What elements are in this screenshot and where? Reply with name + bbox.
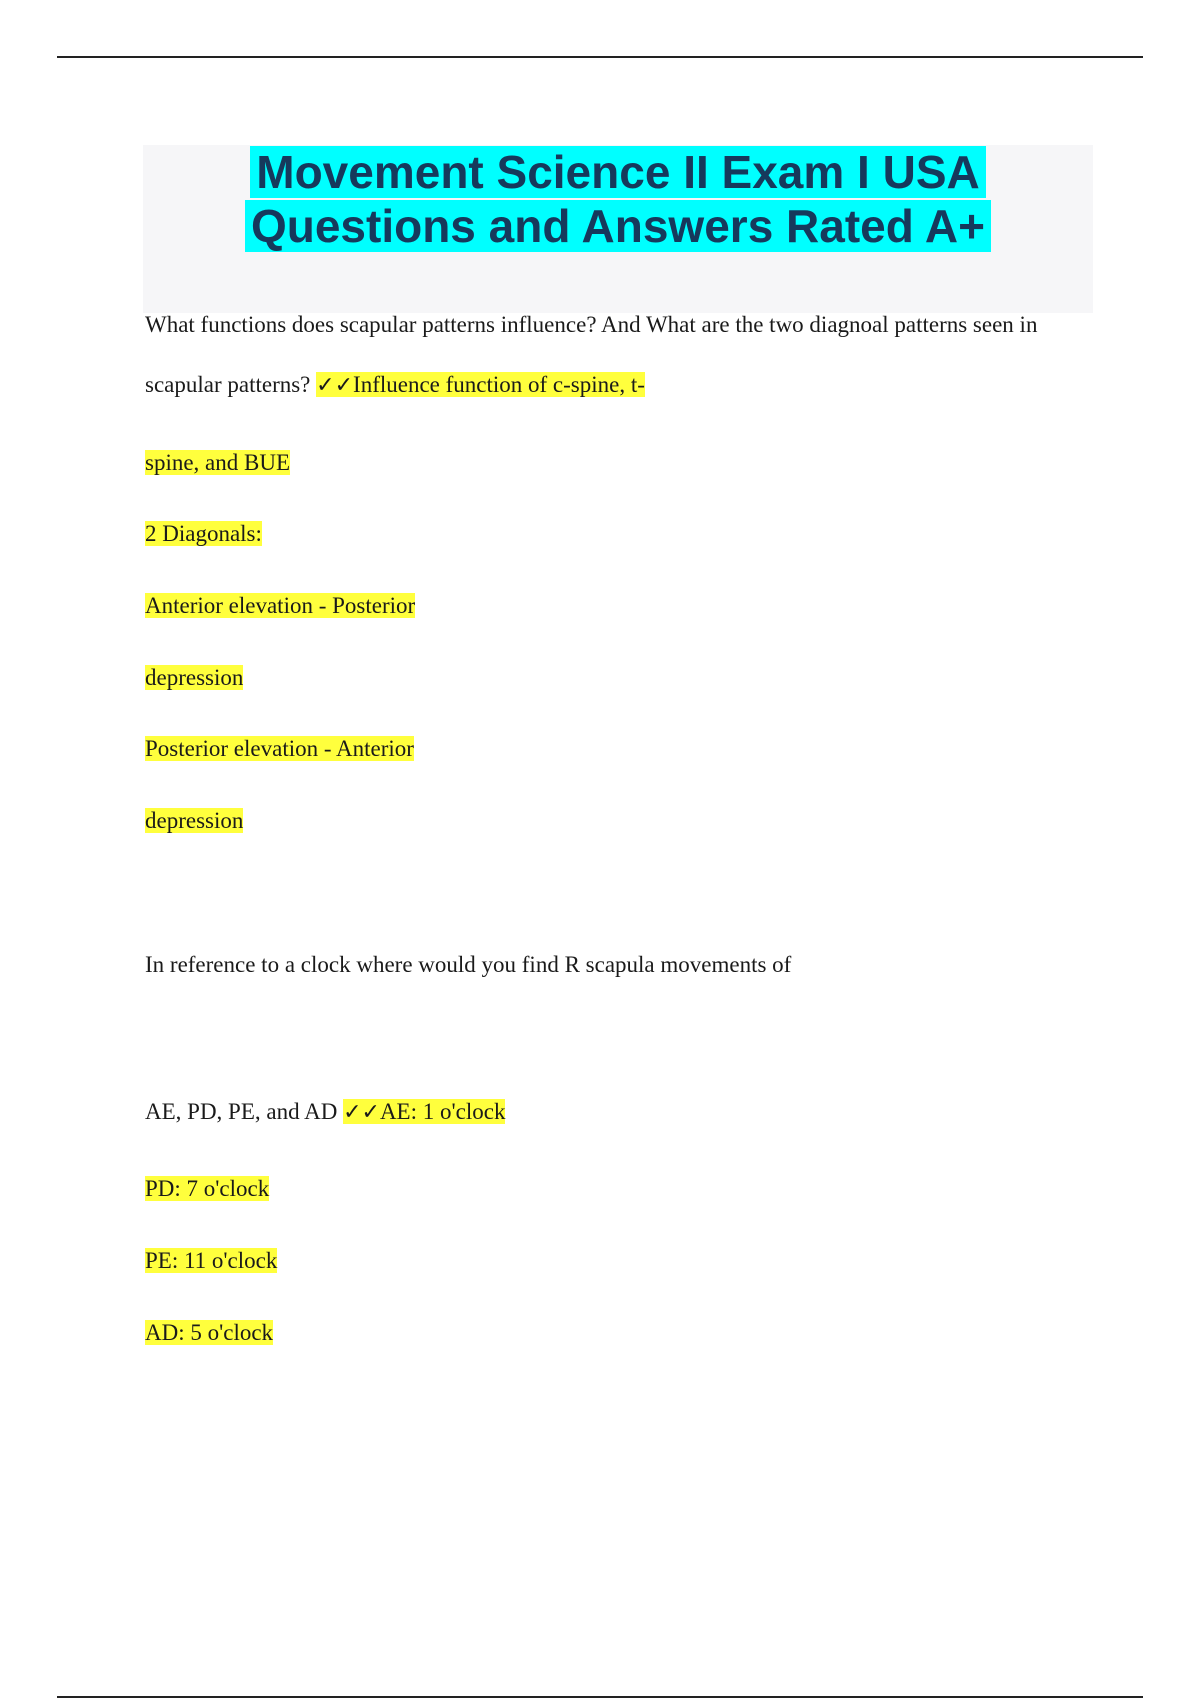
double-check-icon: ✓✓ <box>316 373 354 398</box>
double-check-icon: ✓✓ <box>343 1100 380 1125</box>
q2-answer-line: AD: 5 o'clock <box>145 1320 274 1345</box>
document-title-line-1: Movement Science II Exam I USA <box>143 145 1093 199</box>
header-rule <box>57 56 1143 58</box>
q1-answer-line: Influence function of c-spine, t- <box>353 372 645 397</box>
title-block <box>143 145 1093 313</box>
q1-answer-start <box>316 372 645 397</box>
q2-question-text: AE, PD, PE, and AD <box>145 1099 344 1124</box>
q2-answer-line: PD: 7 o'clock <box>145 1176 270 1201</box>
q1-question-text: scapular patterns? <box>145 372 317 397</box>
q1-answer-line: depression <box>145 808 244 833</box>
q1-question-line-1: What functions does scapular patterns influence? And What are the two diagnoal patterns seen in <box>145 312 1038 337</box>
q1-answer-line: spine, and BUE <box>145 450 291 475</box>
q2-answer-start <box>343 1099 505 1124</box>
q2-answer-line: AE: 1 o'clock <box>379 1099 506 1124</box>
q2-question-line-1: In reference to a clock where would you find R scapula movements of <box>145 952 792 977</box>
footer-rule <box>57 1696 1143 1698</box>
q1-answer-line: Posterior elevation - Anterior <box>145 736 414 761</box>
q1-answer-line: 2 Diagonals: <box>145 521 262 546</box>
q1-question-line-2 <box>145 370 645 401</box>
q2-question-line-2 <box>145 1097 505 1128</box>
q1-answer-line: depression <box>145 665 244 690</box>
document-title-line-2: Questions and Answers Rated A+ <box>143 199 1093 253</box>
q1-answer-line: Anterior elevation - Posterior <box>145 593 416 618</box>
q2-answer-line: PE: 11 o'clock <box>145 1248 278 1273</box>
